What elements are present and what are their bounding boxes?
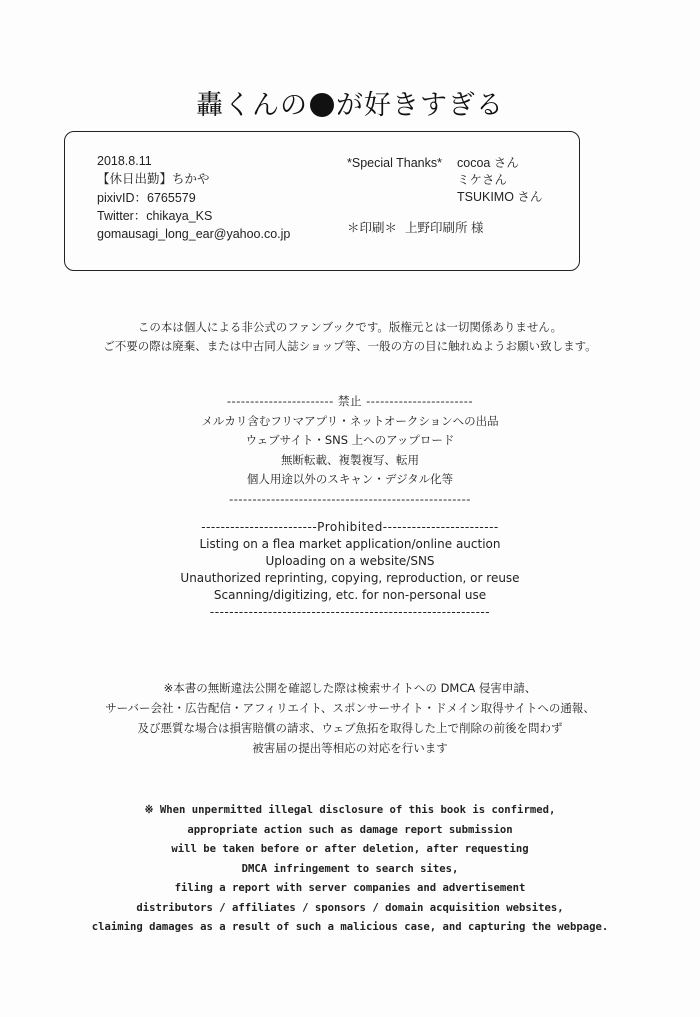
prohibited-jp-item: メルカリ含むフリマアプリ・ネットオークションへの出品: [201, 413, 499, 428]
dmca-en-section: [0, 801, 700, 938]
thanks-name: ミケさん: [457, 173, 508, 187]
twitter-handle: Twitter：chikaya_KS: [97, 208, 213, 223]
author-info: [97, 152, 290, 243]
title-text-after: が好きすぎる: [336, 90, 504, 121]
thanks-name: TSUKIMO さん: [457, 190, 543, 204]
prohibited-en-item: Scanning/digitizing, etc. for non-personal use: [213, 588, 487, 602]
dmca-en-line: filing a report with server companies and advertisement: [174, 882, 526, 894]
credits: [347, 155, 542, 237]
circle-name: 【休日出勤】ちかや: [97, 172, 210, 187]
prohibited-jp-footer: ----------------------------------------------------: [229, 491, 471, 506]
dmca-en-line: DMCA infringement to search sites,: [241, 862, 459, 875]
disclaimer-notice: [0, 318, 700, 356]
notice-line: この本は個人による非公式のファンブックです。版権元とは一切関係ありません。: [137, 320, 563, 334]
dmca-en-line: will be taken before or after deletion, after requesting: [171, 843, 529, 855]
dmca-en-line: appropriate action such as damage report submission: [187, 823, 513, 836]
dmca-en-line: distributors / affiliates / sponsors / domain acquisition websites,: [136, 901, 564, 914]
prohibited-jp-section: [0, 392, 700, 509]
prohibited-en-item: Unauthorized reprinting, copying, reproduction, or reuse: [180, 571, 520, 585]
dmca-en-line: ※ When unpermitted illegal disclosure of this book is confirmed,: [144, 804, 556, 816]
prohibited-en-section: [0, 519, 700, 621]
printer-label: ＊印刷＊: [347, 221, 398, 235]
dmca-jp-line: 及び悪質な場合は損害賠償の請求、ウェブ魚拓を取得した上で削除の前後を問わず: [137, 721, 563, 735]
prohibited-en-item: Uploading on a website/SNS: [265, 554, 435, 568]
dmca-jp-line: ※本書の無断違法公開を確認した際は検索サイトへの DMCA 侵害申請、: [163, 681, 537, 695]
black-circle-mark: [310, 93, 334, 117]
prohibited-jp-item: 個人用途以外のスキャン・デジタル化等: [246, 472, 454, 486]
title-text-before: 轟くんの: [196, 90, 308, 121]
thanks-list: [457, 155, 542, 206]
book-title: [0, 83, 700, 122]
printer-name: 上野印刷所 様: [405, 221, 484, 235]
dmca-jp-line: 被害届の提出等相応の対応を行います: [252, 741, 448, 755]
email-address: gomausagi_long_ear@yahoo.co.jp: [97, 227, 291, 242]
publish-date: 2018.8.11: [97, 154, 152, 168]
prohibited-en-header: ------------------------Prohibited------------------------: [201, 520, 499, 534]
dmca-jp-section: [0, 678, 700, 758]
prohibited-en-item: Listing on a flea market application/online auction: [199, 537, 501, 551]
prohibited-jp-header: ----------------------- 禁止 -----------------------: [226, 394, 474, 408]
dmca-jp-line: サーバー会社・広告配信・アフィリエイト、スポンサーサイト・ドメイン取得サイトへの通報、: [105, 701, 595, 715]
prohibited-en-footer: ----------------------------------------------------------: [209, 605, 491, 619]
notice-line: ご不要の際は廃棄、または中古同人誌ショップ等、一般の方の目に触れぬようお願い致します。: [103, 339, 597, 353]
prohibited-jp-item: ウェブサイト・SNS 上へのアップロード: [245, 433, 455, 447]
pixiv-id: pixivID：6765579: [97, 190, 196, 205]
special-thanks-label: *Special Thanks*: [347, 156, 442, 170]
prohibited-jp-item: 無断転載、複製複写、転用: [281, 452, 419, 467]
dmca-en-line: claiming damages as a result of such a malicious case, and capturing the webpage.: [91, 921, 609, 933]
thanks-name: cocoa さん: [457, 156, 519, 170]
colophon-box: [64, 131, 580, 271]
